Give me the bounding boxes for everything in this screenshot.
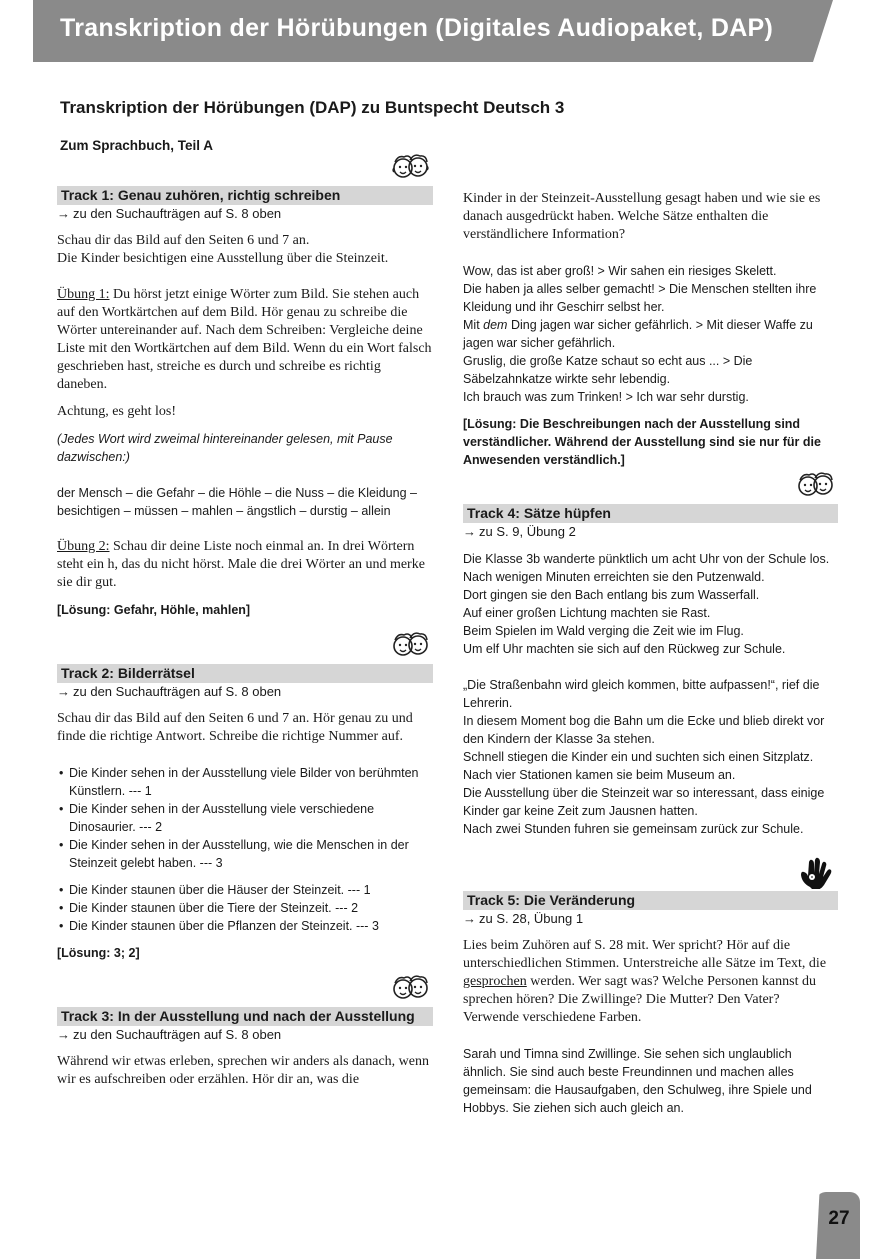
arrow-right-icon: → [463,524,476,539]
intro-underlined: gesprochen [463,974,527,989]
track3-intro-right: Kinder in der Steinzeit-Ausstellung gesagt haben und wie sie es danach ausgedrückt haben. Welche Sätze enthalten die verständlichere Information? [463,191,821,242]
track3-intro-left: Während wir etwas erleben, sprechen wir anders als danach, wenn wir es aufschreiben oder erzählen. Hör dir an, was die [57,1054,430,1087]
text-line: In diesem Moment bog die Bahn um die Ecke und blieb direkt vor den Kindern der Klasse 3a stehen. [463,714,825,746]
track4-reference-text: zu S. 9, Übung 2 [479,524,576,539]
list-item: • Die Kinder sehen in der Ausstellung viele Bilder von berühmten Künstlern. --- 1 [69,764,433,800]
track1-intro [57,232,433,268]
list-item: • Die Kinder staunen über die Häuser der Steinzeit. --- 1 [69,881,433,899]
arrow-right-icon: → [463,911,476,926]
intro-text: werden. Wer sagt was? Welche Personen kannst du sprechen hören? Die Zwillinge? Die Mutter? Den Vater? Verwende verschiedene Farben. [463,974,816,1025]
icon-row [57,628,433,664]
example-line: Gruslig, die große Katze schaut so echt aus ... > Die Säbelzahnkatze wirkte sehr lebendig. [463,354,753,386]
right-column [463,190,838,1126]
track5-reference [463,910,838,928]
exercise2-text: Schau dir deine Liste noch einmal an. In drei Wörtern steht ein h, das du nicht hörst. Male die drei Wörter an und merke sie dir gut. [57,539,425,590]
track4-heading: Track 4: Sätze hüpfen [463,504,838,523]
list-item: • Die Kinder staunen über die Pflanzen der Steinzeit. --- 3 [69,917,433,935]
header-title: Transkription der Hörübungen (Digitales Audiopaket, DAP) [60,14,774,42]
track1-note: (Jedes Wort wird zweimal hintereinander gelesen, mit Pause dazwischen:) [57,432,393,464]
text-line: Die Ausstellung über die Steinzeit war so interessant, dass einige Kinder gar keine Zeit zum Jausnen hatten. [463,786,825,818]
arrow-right-icon: → [57,1027,70,1042]
exercise1-text: Du hörst jetzt einige Wörter zum Bild. Sie stehen auch auf den Wortkärtchen auf dem Bild. Hör genau zu schreibe die Wörter untereinander auf. Nach dem Schreiben: Vergleiche deine Liste mit den Wortkärtchen auf dem Bild. Wenn du ein Wort falsch geschrieben hast, streiche es durch und schreibe es richtig daneben. [57,287,432,392]
list-item: • Die Kinder sehen in der Ausstellung viele verschiedene Dinosaurier. --- 2 [69,800,433,836]
example-line [463,316,838,352]
example-text: Mit [463,318,484,332]
track2-list1 [57,764,433,872]
track1-reference [57,205,433,223]
icon-row [57,150,433,186]
text-line: Auf einer großen Lichtung machten sie Rast. [463,606,711,620]
track4-reference [463,523,838,541]
example-line: Die haben ja alles selber gemacht! > Die Menschen stellten ihre Kleidung und ihr Geschirr selbst her. [463,282,817,314]
track5-heading: Track 5: Die Veränderung [463,891,838,910]
text-line: Nach wenigen Minuten erreichten sie den Putzenwald. [463,570,765,584]
text-line: Nach vier Stationen kamen sie beim Museum an. [463,768,736,782]
track1-intro-line1: Schau dir das Bild auf den Seiten 6 und 7 an. [57,233,310,248]
example-text: Ding jagen war sicher gefährlich. > Mit dieser Waffe zu jagen war sicher gefährlich. [463,318,813,350]
track1-heading: Track 1: Genau zuhören, richtig schreiben [57,186,433,205]
track2-heading: Track 2: Bilderrätsel [57,664,433,683]
text-line: Die Klasse 3b wanderte pünktlich um acht Uhr von der Schule los. [463,552,830,566]
track1-intro-line2: Die Kinder besichtigen eine Ausstellung über die Steinzeit. [57,251,389,266]
track2-list2 [57,881,433,935]
icon-row [463,847,838,891]
list-item: • Die Kinder staunen über die Tiere der Steinzeit. --- 2 [69,899,433,917]
exercise1-label: Übung 1: [57,287,110,302]
track1-reference-text: zu den Suchaufträgen auf S. 8 oben [73,206,282,221]
track2-intro: Schau dir das Bild auf den Seiten 6 und 7 an. Hör genau zu und finde die richtige Antwort. Schreibe die richtige Nummer auf. [57,711,413,744]
children-listening-icon [391,973,431,1005]
example-line: Ich brauch was zum Trinken! > Ich war sehr durstig. [463,390,749,404]
track2-reference-text: zu den Suchaufträgen auf S. 8 oben [73,684,282,699]
track5-reference-text: zu S. 28, Übung 1 [479,911,584,926]
text-line: Schnell stiegen die Kinder ein und suchten sich einen Sitzplatz. [463,750,814,764]
intro-text: Lies beim Zuhören auf S. 28 mit. Wer spricht? Hör auf die unterschiedlichen Stimmen. Unterstreiche alle Sätze im Text, die [463,938,827,971]
track1-solution: [Lösung: Gefahr, Höhle, mahlen] [57,603,251,617]
track5-intro [463,937,838,1027]
icon-row [463,468,838,504]
text-line: Dort gingen sie den Bach entlang bis zum Wasserfall. [463,588,760,602]
track3-examples [463,262,838,406]
track3-reference-text: zu den Suchaufträgen auf S. 8 oben [73,1027,282,1042]
children-listening-icon [391,630,431,662]
text-line: Beim Spielen im Wald verging die Zeit wie im Flug. [463,624,744,638]
track1-exercise2 [57,538,433,592]
children-listening-icon [391,152,431,184]
exercise2-label: Übung 2: [57,539,110,554]
icon-row [57,971,433,1007]
list-item: • Die Kinder sehen in der Ausstellung, wie die Menschen in der Steinzeit gelebt haben. --- 3 [69,836,433,872]
arrow-right-icon: → [57,206,70,221]
text-line: „Die Straßenbahn wird gleich kommen, bitte aufpassen!“, rief die Lehrerin. [463,678,820,710]
track3-reference [57,1026,433,1044]
track2-solution: [Lösung: 3; 2] [57,946,140,960]
track5-text: Sarah und Timna sind Zwillinge. Sie sehen sich unglaublich ähnlich. Sie sind auch beste Freundinnen und machen alles gemeinsam: die Hausaufgaben, den Schulweg, ihre Spiele und Hobbys. Sie ziehen sich auch gleich an. [463,1047,812,1115]
text-line: Nach zwei Stunden fuhren sie gemeinsam zurück zur Schule. [463,822,804,836]
children-listening-icon [796,470,836,502]
example-line: Wow, das ist aber groß! > Wir sahen ein riesiges Skelett. [463,264,777,278]
arrow-right-icon: → [57,684,70,699]
text-line: Um elf Uhr machten sie sich auf den Rückweg zur Schule. [463,642,786,656]
example-emphasis: dem [483,318,508,332]
track1-exercise1 [57,286,433,394]
track4-paragraph1 [463,550,838,658]
track1-attention: Achtung, es geht los! [57,404,176,419]
track2-reference [57,683,433,701]
track3-solution: [Lösung: Die Beschreibungen nach der Ausstellung sind verständlicher. Während der Ausstellung sind sie nur für die Anwesenden verständlich.] [463,417,821,467]
section-subtitle: Zum Sprachbuch, Teil A [60,138,214,153]
left-column [57,150,433,1098]
hand-print-icon [796,849,836,889]
track4-paragraph2 [463,676,838,838]
track3-heading: Track 3: In der Ausstellung und nach der Ausstellung [57,1007,433,1026]
track1-word-list: der Mensch – die Gefahr – die Höhle – die Nuss – die Kleidung – besichtigen – müssen – mahlen – ängstlich – durstig – allein [57,486,417,518]
page-number: 27 [828,1208,850,1229]
document-title: Transkription der Hörübungen (DAP) zu Buntspecht Deutsch 3 [60,98,565,117]
